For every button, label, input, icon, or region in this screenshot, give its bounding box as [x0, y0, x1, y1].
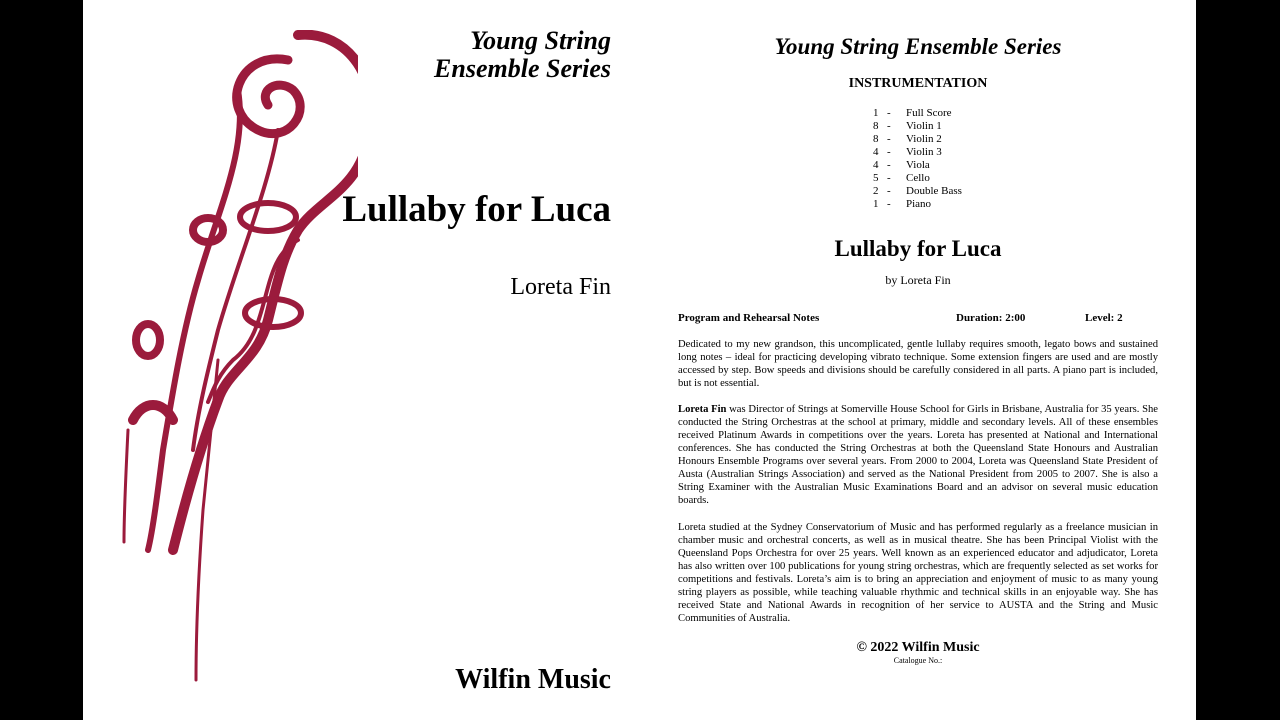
- series-line-2: Ensemble Series: [434, 54, 611, 83]
- violin-scroll-illustration: [118, 30, 358, 690]
- copyright: © 2022 Wilfin Music: [856, 640, 980, 655]
- part-count: 1: [873, 198, 879, 210]
- part-count: 8: [873, 120, 879, 132]
- info-title: Lullaby for Luca: [834, 236, 1002, 261]
- composer-name: Loreta Fin: [678, 404, 727, 415]
- separator: -: [887, 185, 891, 197]
- instrumentation-item: [873, 107, 962, 120]
- separator: -: [887, 159, 891, 171]
- instrumentation-item: [873, 133, 962, 146]
- instrumentation-list: [873, 107, 962, 211]
- level: Level: 2: [1085, 312, 1123, 324]
- part-name: Double Bass: [906, 185, 962, 197]
- part-name: Full Score: [906, 107, 952, 119]
- cover-composer: Loreta Fin: [510, 274, 611, 300]
- cover-publisher: Wilfin Music: [455, 664, 611, 695]
- part-name: Violin 3: [906, 146, 942, 158]
- separator: -: [887, 146, 891, 158]
- part-count: 2: [873, 185, 879, 197]
- biography-paragraph-2: Loreta studied at the Sydney Conservatorium of Music and has performed regularly as a freelance musician in chamber music and orchestral concerts, as well as in musical theatre. She has been Principal Violist with the Queensland Pops Orchestra for over 25 years. Well known as an experienced educator and adjudicator, Loreta has also written over 100 publications for young string orchestras, which are frequently selected as set works for competitions and festivals. Loreta’s aim is to bring an appreciation and enjoyment of music to as many young string players as possible, while teaching valuable rhythmic and technical skills in an enjoyable way. She has received State and National Awards in recognition of her service to AUSTA and the String and Music Communities of Australia.: [678, 522, 1158, 624]
- part-name: Violin 1: [906, 120, 942, 132]
- cover-series-title: [434, 27, 611, 83]
- separator: -: [887, 198, 891, 210]
- part-name: Violin 2: [906, 133, 942, 145]
- catalogue-number: Catalogue No.:: [893, 656, 943, 665]
- part-count: 8: [873, 133, 879, 145]
- separator: -: [887, 133, 891, 145]
- score-page: [83, 0, 1196, 720]
- instrumentation-item: [873, 198, 962, 211]
- instrumentation-item: [873, 185, 962, 198]
- notes-heading: Program and Rehearsal Notes: [678, 312, 820, 324]
- part-name: Cello: [906, 172, 930, 184]
- part-count: 4: [873, 146, 879, 158]
- series-line-1: Young String: [470, 26, 611, 55]
- instrumentation-item: [873, 159, 962, 172]
- instrumentation-heading: INSTRUMENTATION: [848, 76, 988, 91]
- part-count: 4: [873, 159, 879, 171]
- byline: by Loreta Fin: [885, 273, 951, 287]
- info-series-title: Young String Ensemble Series: [774, 34, 1062, 59]
- instrumentation-item: [873, 146, 962, 159]
- duration: Duration: 2:00: [956, 312, 1026, 324]
- biography-paragraph-1: [678, 403, 1158, 507]
- part-count: 1: [873, 107, 879, 119]
- cover-title: Lullaby for Luca: [342, 189, 611, 230]
- part-name: Piano: [906, 198, 932, 210]
- separator: -: [887, 172, 891, 184]
- biography-text: was Director of Strings at Somerville House School for Girls in Brisbane, Australia for 35 years. She conducted the String Orchestras at the school at primary, middle and secondary levels. All of these ensembles received Platinum Awards in competitions over the years. Loreta has presented at National and International conferences. She has conducted the String Orchestras at both the Queensland State Honours and Australian Honours Ensemble Programs over several years. From 2000 to 2004, Loreta was Queensland State President of Austa (Australian Strings Association) and served as the National President from 2005 to 2007. She is also a String Examiner with the Australian Music Examinations Board and an advisor on several music education boards.: [678, 404, 1158, 506]
- program-notes: Dedicated to my new grandson, this uncomplicated, gentle lullaby requires smooth, legato bows and sustained long notes – ideal for practicing developing vibrato technique. Some extension fingers are used and are mostly accessed by step. Bow speeds and divisions should be carefully considered in all parts. A piano part is included, but is not essential.: [678, 339, 1158, 389]
- part-count: 5: [873, 172, 879, 184]
- instrumentation-item: [873, 120, 962, 133]
- instrumentation-item: [873, 172, 962, 185]
- separator: -: [887, 120, 891, 132]
- part-name: Viola: [906, 159, 930, 171]
- separator: -: [887, 107, 891, 119]
